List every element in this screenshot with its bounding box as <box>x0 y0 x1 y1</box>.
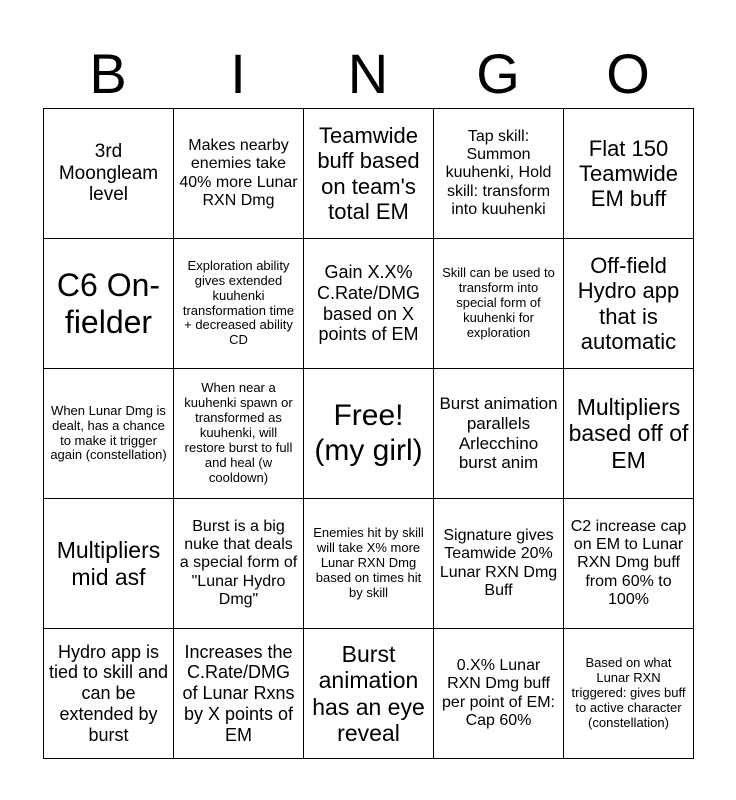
bingo-cell[interactable]: Flat 150 Teamwide EM buff <box>564 109 694 239</box>
header-letter-o: O <box>606 42 650 105</box>
bingo-cell[interactable]: Multipliers mid asf <box>44 499 174 629</box>
bingo-header <box>43 40 693 108</box>
board-row <box>44 109 694 239</box>
bingo-board <box>43 108 694 759</box>
bingo-cell[interactable]: Tap skill: Summon kuuhenki, Hold skill: transform into kuuhenki <box>434 109 564 239</box>
free-space-cell[interactable]: Free! (my girl) <box>304 369 434 499</box>
bingo-cell[interactable]: Enemies hit by skill will take X% more Lunar RXN Dmg based on times hit by skill <box>304 499 434 629</box>
board-row <box>44 239 694 369</box>
bingo-cell[interactable]: Gain X.X% C.Rate/DMG based on X points of EM <box>304 239 434 369</box>
bingo-cell[interactable]: Burst animation parallels Arlecchino burst anim <box>434 369 564 499</box>
bingo-cell[interactable]: Signature gives Teamwide 20% Lunar RXN Dmg Buff <box>434 499 564 629</box>
bingo-cell[interactable]: Based on what Lunar RXN triggered: gives buff to active character (constellation) <box>564 629 694 759</box>
bingo-cell[interactable]: Burst is a big nuke that deals a special form of "Lunar Hydro Dmg" <box>174 499 304 629</box>
header-letter-n: N <box>347 42 389 105</box>
board-row <box>44 499 694 629</box>
board-row <box>44 369 694 499</box>
bingo-cell[interactable]: Burst animation has an eye reveal <box>304 629 434 759</box>
bingo-cell[interactable]: C6 On-fielder <box>44 239 174 369</box>
header-letter-b: B <box>89 42 127 105</box>
bingo-cell[interactable]: 3rd Moongleam level <box>44 109 174 239</box>
bingo-cell[interactable]: Hydro app is tied to skill and can be extended by burst <box>44 629 174 759</box>
bingo-cell[interactable]: Multipliers based off of EM <box>564 369 694 499</box>
bingo-cell[interactable]: C2 increase cap on EM to Lunar RXN Dmg buff from 60% to 100% <box>564 499 694 629</box>
board-row <box>44 629 694 759</box>
bingo-cell[interactable]: Exploration ability gives extended kuuhenki transformation time + decreased ability CD <box>174 239 304 369</box>
header-letter-g: G <box>476 42 520 105</box>
bingo-cell[interactable]: Teamwide buff based on team's total EM <box>304 109 434 239</box>
bingo-cell[interactable]: Increases the C.Rate/DMG of Lunar Rxns by X points of EM <box>174 629 304 759</box>
header-letter-i: I <box>230 42 246 105</box>
bingo-cell[interactable]: Makes nearby enemies take 40% more Lunar RXN Dmg <box>174 109 304 239</box>
bingo-cell[interactable]: Off-field Hydro app that is automatic <box>564 239 694 369</box>
bingo-cell[interactable]: When Lunar Dmg is dealt, has a chance to make it trigger again (constellation) <box>44 369 174 499</box>
bingo-cell[interactable]: Skill can be used to transform into special form of kuuhenki for exploration <box>434 239 564 369</box>
bingo-cell[interactable]: When near a kuuhenki spawn or transformed as kuuhenki, will restore burst to full and heal (w cooldown) <box>174 369 304 499</box>
bingo-cell[interactable]: 0.X% Lunar RXN Dmg buff per point of EM: Cap 60% <box>434 629 564 759</box>
